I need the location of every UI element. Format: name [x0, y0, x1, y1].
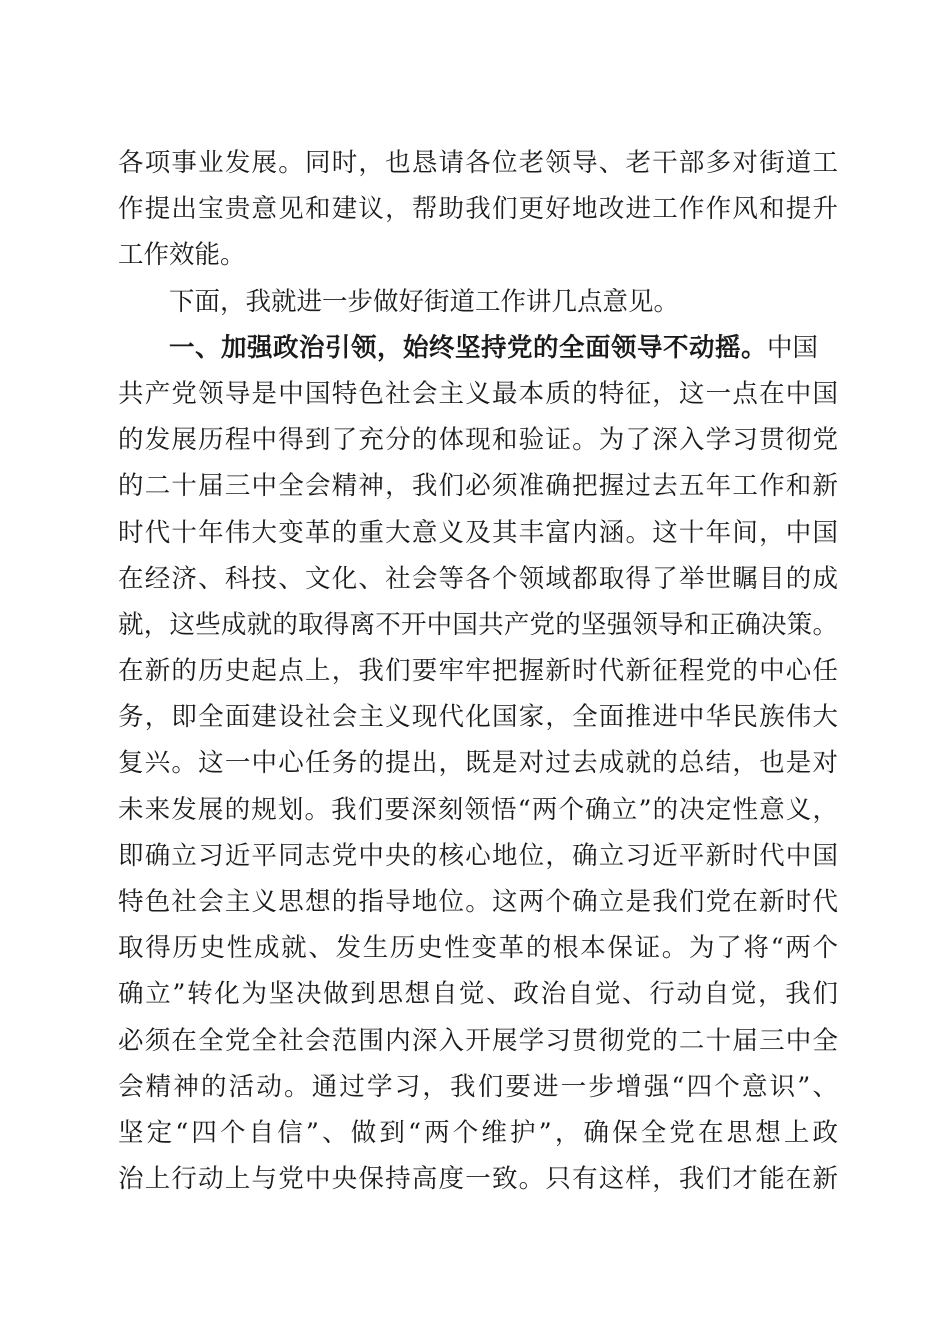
section-heading: 一、加强政治引领，始终坚持党的全面领导不动摇。 — [169, 332, 768, 363]
paragraph-line: 未来发展的规划。我们要深刻领悟“两个确立”的决定性意义， — [118, 794, 838, 825]
paragraph-line: 作提出宝贵意见和建议，帮助我们更好地改进工作作风和提升 — [118, 194, 838, 225]
paragraph-line: 时代十年伟大变革的重大意义及其丰富内涵。这十年间，中国 — [118, 517, 838, 548]
paragraph-line: 在经济、科技、文化、社会等各个领域都取得了举世瞩目的成 — [118, 563, 838, 594]
paragraph-line: 取得历史性成就、发生历史性变革的根本保证。为了将“两个 — [118, 933, 838, 964]
paragraph-line: 务，即全面建设社会主义现代化国家，全面推进中华民族伟大 — [118, 702, 838, 733]
paragraph-line: 的二十届三中全会精神，我们必须准确把握过去五年工作和新 — [118, 471, 838, 502]
paragraph-line: 在新的历史起点上，我们要牢牢把握新时代新征程党的中心任 — [118, 656, 838, 687]
paragraph-line: 坚定“四个自信”、做到“两个维护”，确保全党在思想上政 — [118, 1117, 838, 1148]
section-heading-line — [118, 325, 838, 371]
paragraph-line: 就，这些成就的取得离不开中国共产党的坚强领导和正确决策。 — [118, 609, 838, 640]
paragraph-line: 复兴。这一中心任务的提出，既是对过去成就的总结，也是对 — [118, 748, 838, 779]
paragraph-line: 各项事业发展。同时，也恳请各位老领导、老干部多对街道工 — [118, 148, 838, 178]
paragraph-line: 即确立习近平同志党中央的核心地位，确立习近平新时代中国 — [118, 840, 838, 871]
paragraph-line: 下面，我就进一步做好街道工作讲几点意见。 — [169, 286, 680, 317]
document-body — [118, 140, 838, 1202]
paragraph-line: 治上行动上与党中央保持高度一致。只有这样，我们才能在新 — [118, 1164, 838, 1195]
section-heading-tail: 中国 — [767, 332, 819, 363]
paragraph-line: 特色社会主义思想的指导地位。这两个确立是我们党在新时代 — [118, 887, 838, 917]
paragraph-line: 的发展历程中得到了充分的体现和验证。为了深入学习贯彻党 — [118, 425, 838, 456]
paragraph-line: 必须在全党全社会范围内深入开展学习贯彻党的二十届三中全 — [118, 1025, 838, 1056]
paragraph-line: 共产党领导是中国特色社会主义最本质的特征，这一点在中国 — [118, 378, 838, 409]
paragraph-line: 工作效能。 — [118, 240, 246, 271]
paragraph-line: 确立”转化为坚决做到思想自觉、政治自觉、行动自觉，我们 — [118, 979, 838, 1010]
paragraph-line: 会精神的活动。通过学习，我们要进一步增强“四个意识”、 — [118, 1071, 838, 1102]
